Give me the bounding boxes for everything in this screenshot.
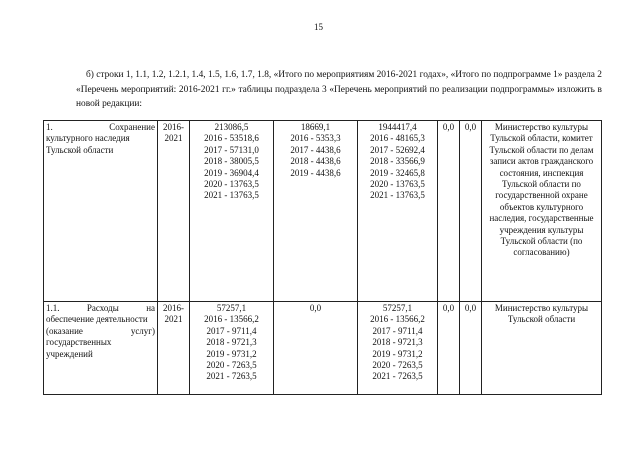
period-cell: 2016-2021 [158,121,190,302]
year-value: 2018 - 9721,3 [372,337,423,348]
year-value: 2018 - 4438,6 [290,156,341,167]
measure-name-word: (оказание [46,325,83,336]
measure-name-word: Расходы [86,303,119,313]
other-cell: 0,0 [460,121,482,302]
year-value: 2020 - 7263,5 [372,360,423,371]
measure-name-rest: культурного наследия Тульской области [46,133,130,155]
regional-cell [358,121,438,302]
federal-cell [274,121,358,302]
year-value: 2020 - 7263,5 [206,360,257,371]
measures-table [43,120,602,395]
year-value: 2020 - 13763,5 [204,179,259,190]
measure-name-line: государственных учреждений [46,337,112,359]
regional-value: 1944417,4 [378,122,417,132]
total-value: 213086,5 [214,122,249,132]
year-value: 2019 - 4438,6 [290,167,341,178]
year-value: 2016 - 13566,2 [370,314,425,325]
year-value: 2017 - 9711,4 [372,325,423,336]
total-cell [190,121,274,302]
total-value: 57257,1 [216,303,247,313]
executor-cell: Министерство культуры Тульской области, комитет Тульской области по делам записи актов гражданского состояния, инспекция Тульской области по государственной охране объектов культурного наследия, государственные учреждения культуры Тульской области (по согласованию) [482,121,602,302]
measure-number: 1. [46,122,53,132]
measure-number: 1.1. [46,303,60,313]
year-value: 2019 - 36904,4 [204,167,259,178]
year-value: 2017 - 52692,4 [370,144,425,155]
year-value: 2019 - 9731,2 [206,348,257,359]
regional-cell [358,302,438,395]
federal-cell: 0,0 [274,302,358,395]
measure-name-cell [44,121,158,302]
year-value: 2016 - 13566,2 [204,314,259,325]
measure-name-word: на [146,303,155,313]
year-value: 2016 - 53518,6 [204,133,259,144]
table-row [44,121,602,302]
year-value: 2019 - 32465,8 [370,167,425,178]
year-value: 2018 - 33566,9 [370,156,425,167]
year-value: 2017 - 57131,0 [204,144,259,155]
regional-value: 57257,1 [382,303,413,313]
executor-cell: Министерство культуры Тульской области [482,302,602,395]
measure-name-word: услуг) [130,325,155,336]
year-value: 2021 - 7263,5 [372,371,423,382]
year-value: 2018 - 38005,5 [204,156,259,167]
year-value: 2017 - 9711,4 [206,325,257,336]
year-value: 2018 - 9721,3 [206,337,257,348]
local-cell: 0,0 [438,302,460,395]
total-cell [190,302,274,395]
year-value: 2017 - 4438,6 [290,144,341,155]
year-value: 2016 - 48165,3 [370,133,425,144]
other-cell: 0,0 [460,302,482,395]
page-number: 15 [314,22,323,32]
table-row [44,302,602,395]
year-value: 2020 - 13763,5 [370,179,425,190]
measure-name-word: Сохранение [109,122,155,132]
year-value: 2021 - 13763,5 [204,190,259,201]
period-cell: 2016-2021 [158,302,190,395]
year-value: 2019 - 9731,2 [372,348,423,359]
local-cell: 0,0 [438,121,460,302]
federal-value: 18669,1 [300,122,331,132]
year-value: 2016 - 5353,3 [290,133,341,144]
measure-name-cell [44,302,158,395]
year-value: 2021 - 13763,5 [370,190,425,201]
intro-paragraph: б) строки 1, 1.1, 1.2, 1.2.1, 1.4, 1.5, 1.6, 1.7, 1.8, «Итого по мероприятиям 2016-2021 годах», «Итого по подпрограмме 1» раздела 2 «Перечень мероприятий: 2016-2021 гг.» таблицы подраздела 3 «Перечень мероприятий по реализации подпрограммы» изложить в новой редакции: [76,70,602,109]
year-value: 2021 - 7263,5 [206,371,257,382]
measure-name-line: обеспечение деятельности [46,314,148,325]
